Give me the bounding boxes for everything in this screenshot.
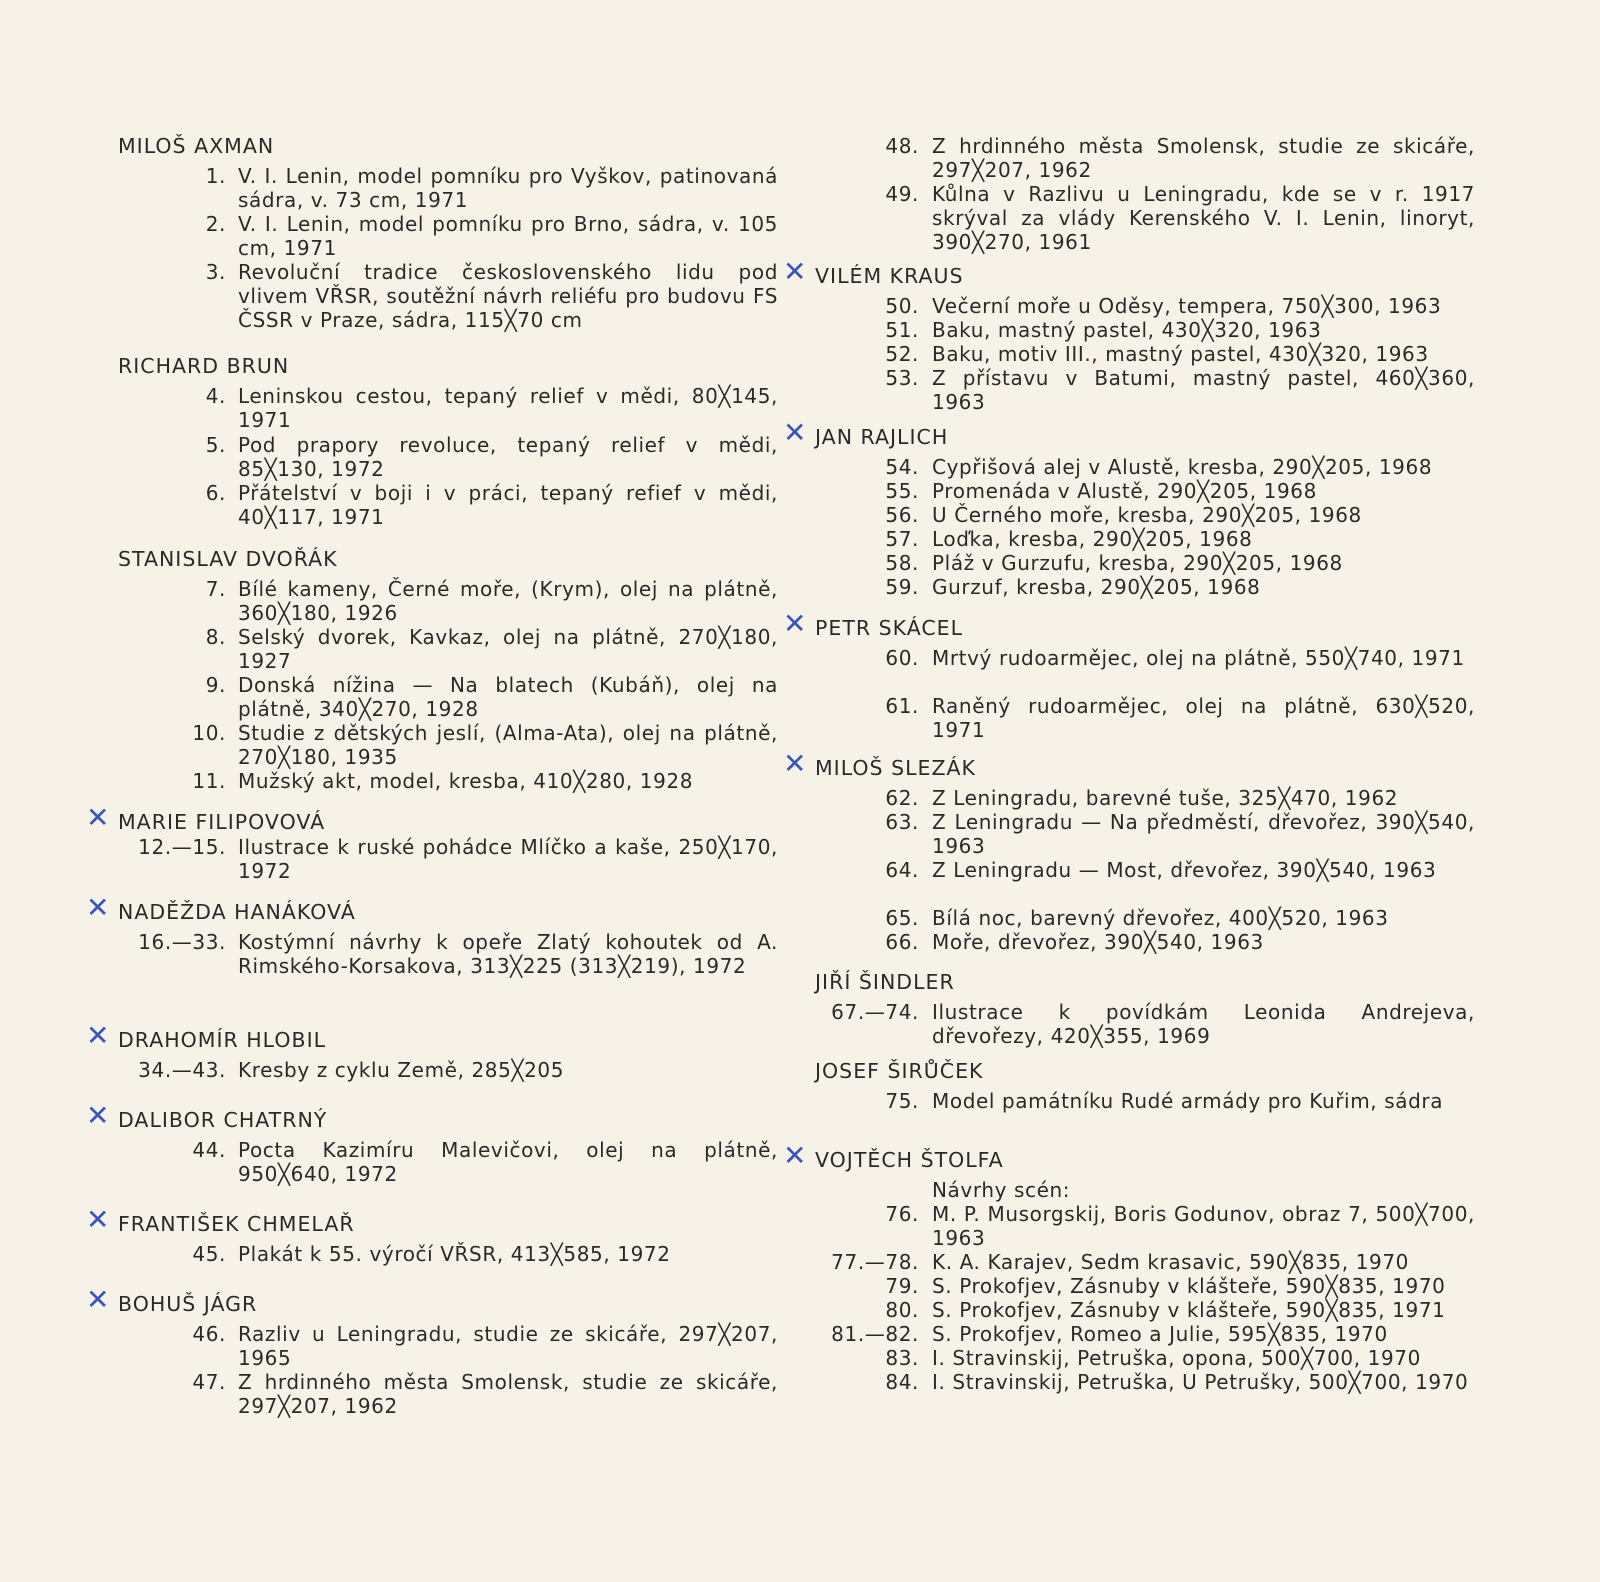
entry-number: 9.: [205, 673, 226, 697]
catalogue-entry: [118, 930, 778, 978]
pencil-x-mark-icon: ✕: [783, 607, 808, 640]
catalogue-entry: [815, 575, 1475, 599]
catalogue-entry: [118, 1322, 778, 1370]
catalogue-entry: [815, 906, 1475, 930]
entry-number: 76.: [885, 1202, 919, 1226]
entry-number: 5.: [205, 433, 226, 457]
entry-text: I. Stravinskij, Petruška, U Petrušky, 500╳700, 1970: [932, 1370, 1469, 1394]
pencil-x-mark-icon: ✕: [783, 416, 808, 449]
catalogue-entry: [118, 1058, 778, 1082]
entry-text: Z přístavu v Batumi, mastný pastel, 460╳360, 1963: [932, 366, 1475, 415]
entry-number: 67.—74.: [831, 1000, 919, 1024]
entry-number: 7.: [205, 577, 226, 601]
entry-text: Z Leningradu — Na předměstí, dřevořez, 390╳540, 1963: [932, 810, 1475, 859]
entry-text: Raněný rudoarmějec, olej na plátně, 630╳520, 1971: [932, 694, 1475, 743]
entry-text: Pod prapory revoluce, tepaný relief v mědi, 85╳130, 1972: [238, 433, 778, 482]
artist-heading: RICHARD BRUN: [118, 354, 290, 378]
catalogue-entry: [815, 1298, 1475, 1322]
entry-text: S. Prokofjev, Romeo a Julie, 595╳835, 1970: [932, 1322, 1388, 1346]
catalogue-entry: [815, 1089, 1475, 1113]
artist-heading: ✕ PETR SKÁCEL: [783, 607, 964, 640]
entry-text: V. I. Lenin, model pomníku pro Vyškov, patinovaná sádra, v. 73 cm, 1971: [238, 164, 778, 213]
entry-number: 54.: [885, 455, 919, 479]
entry-text: Bílá noc, barevný dřevořez, 400╳520, 1963: [932, 906, 1389, 930]
entry-number: 48.: [885, 134, 919, 158]
entry-text: Razliv u Leningradu, studie ze skicáře, 297╳207, 1965: [238, 1322, 778, 1371]
catalogue-entry: [118, 433, 778, 481]
catalogue-entry: [118, 835, 778, 883]
entry-text: Moře, dřevořez, 390╳540, 1963: [932, 930, 1264, 954]
entry-text: Kostýmní návrhy k opeře Zlatý kohoutek od A. Rimského-Korsakova, 313╳225 (313╳219), 1972: [238, 930, 778, 979]
catalogue-entry: [118, 384, 778, 432]
entry-number: 58.: [885, 551, 919, 575]
pencil-x-mark-icon: ✕: [783, 255, 808, 288]
catalogue-entry: [815, 1346, 1475, 1370]
entry-number: 52.: [885, 342, 919, 366]
entry-number: 2.: [205, 212, 226, 236]
entry-number: 61.: [885, 694, 919, 718]
artist-heading: ✕ VOJTĚCH ŠTOLFA: [783, 1139, 1004, 1172]
entry-number: 80.: [885, 1298, 919, 1322]
entry-text: Večerní moře u Oděsy, tempera, 750╳300, 1963: [932, 294, 1442, 318]
catalogue-entry: [118, 1138, 778, 1186]
entry-text: M. P. Musorgskij, Boris Godunov, obraz 7, 500╳700, 1963: [932, 1202, 1475, 1251]
entry-number: 63.: [885, 810, 919, 834]
catalogue-entry: [118, 673, 778, 721]
entry-number: 60.: [885, 646, 919, 670]
catalogue-entry: [815, 503, 1475, 527]
entry-text: S. Prokofjev, Zásnuby v klášteře, 590╳835, 1971: [932, 1298, 1446, 1322]
entry-text: Selský dvorek, Kavkaz, olej na plátně, 270╳180, 1927: [238, 625, 778, 674]
catalogue-entry: [815, 134, 1475, 182]
entry-number: 47.: [192, 1370, 226, 1394]
artist-heading: ✕ DRAHOMÍR HLOBIL: [86, 1019, 327, 1052]
catalogue-entry: [815, 1274, 1475, 1298]
entry-text: Ilustrace k ruské pohádce Mlíčko a kaše, 250╳170, 1972: [238, 835, 778, 884]
entry-number: 11.: [192, 769, 226, 793]
entry-text: Gurzuf, kresba, 290╳205, 1968: [932, 575, 1261, 599]
artist-heading: ✕ DALIBOR CHATRNÝ: [86, 1099, 328, 1132]
entry-text: V. I. Lenin, model pomníku pro Brno, sádra, v. 105 cm, 1971: [238, 212, 778, 261]
pencil-x-mark-icon: ✕: [86, 1283, 111, 1316]
entry-text: Studie z dětských jeslí, (Alma-Ata), olej na plátně, 270╳180, 1935: [238, 721, 778, 770]
catalogue-entry: [815, 527, 1475, 551]
entry-number: 45.: [192, 1242, 226, 1266]
catalogue-entry: [118, 1370, 778, 1418]
entry-text: Přátelství v boji i v práci, tepaný refief v mědi, 40╳117, 1971: [238, 481, 778, 530]
entry-text: S. Prokofjev, Zásnuby v klášteře, 590╳835, 1970: [932, 1274, 1446, 1298]
entry-number: 3.: [205, 260, 226, 284]
entry-text: Baku, mastný pastel, 430╳320, 1963: [932, 318, 1322, 342]
entry-text: Donská nížina — Na blatech (Kubáň), olej na plátně, 340╳270, 1928: [238, 673, 778, 722]
catalogue-entry: [118, 625, 778, 673]
artist-heading: ✕ NADĚŽDA HANÁKOVÁ: [86, 891, 356, 924]
entry-number: 77.—78.: [831, 1250, 919, 1274]
artist-heading: ✕ MILOŠ SLEZÁK: [783, 747, 976, 780]
artist-heading: ✕ BOHUŠ JÁGR: [86, 1283, 258, 1316]
entry-text: I. Stravinskij, Petruška, opona, 500╳700, 1970: [932, 1346, 1421, 1370]
entry-number: 75.: [885, 1089, 919, 1113]
entry-number: 57.: [885, 527, 919, 551]
catalogue-entry: [815, 930, 1475, 954]
catalogue-entry: [118, 721, 778, 769]
catalogue-entry: [118, 577, 778, 625]
entry-number: 55.: [885, 479, 919, 503]
entry-number: 49.: [885, 182, 919, 206]
entry-text: Kresby z cyklu Země, 285╳205: [238, 1058, 565, 1082]
catalogue-entry: [815, 455, 1475, 479]
entry-number: 44.: [192, 1138, 226, 1162]
entry-number: 16.—33.: [138, 930, 226, 954]
entry-text: Loďka, kresba, 290╳205, 1968: [932, 527, 1253, 551]
entry-text: Z Leningradu — Most, dřevořez, 390╳540, 1963: [932, 858, 1437, 882]
catalogue-entry: [815, 182, 1475, 255]
entry-text: Cypřišová alej v Alustě, kresba, 290╳205, 1968: [932, 455, 1433, 479]
entry-number: 59.: [885, 575, 919, 599]
catalogue-entry: [815, 1322, 1475, 1346]
entry-number: 8.: [205, 625, 226, 649]
entry-number: 66.: [885, 930, 919, 954]
pencil-x-mark-icon: ✕: [86, 891, 111, 924]
entry-text: Baku, motiv III., mastný pastel, 430╳320, 1963: [932, 342, 1429, 366]
artist-heading: JOSEF ŠIRŮČEK: [815, 1059, 984, 1083]
artist-heading: JIŘÍ ŠINDLER: [815, 970, 955, 994]
catalogue-entry: [815, 1370, 1475, 1394]
entry-number: 84.: [885, 1370, 919, 1394]
entry-number: 12.—15.: [138, 835, 226, 859]
artist-heading: ✕ JAN RAJLICH: [783, 416, 949, 449]
entry-text: Mrtvý rudoarmějec, olej na plátně, 550╳740, 1971: [932, 646, 1465, 670]
catalogue-entry: [815, 1000, 1475, 1048]
catalogue-entry: [118, 212, 778, 260]
catalogue-entry: [815, 1250, 1475, 1274]
entry-number: 10.: [192, 721, 226, 745]
entry-number: 51.: [885, 318, 919, 342]
pencil-x-mark-icon: ✕: [86, 1099, 111, 1132]
entry-text: Z hrdinného města Smolensk, studie ze skicáře, 297╳207, 1962: [932, 134, 1475, 183]
entry-number: 4.: [205, 384, 226, 408]
entry-number: 50.: [885, 294, 919, 318]
entry-number: 46.: [192, 1322, 226, 1346]
entry-number: 81.—82.: [831, 1322, 919, 1346]
catalogue-entry: [118, 260, 778, 333]
entry-text: Leninskou cestou, tepaný relief v mědi, 80╳145, 1971: [238, 384, 778, 433]
entry-text: U Černého moře, kresba, 290╳205, 1968: [932, 503, 1362, 527]
artist-heading: ✕ FRANTIŠEK CHMELAŘ: [86, 1203, 355, 1236]
catalogue-entry: [815, 646, 1475, 670]
entry-text: Mužský akt, model, kresba, 410╳280, 1928: [238, 769, 694, 793]
artist-heading: ✕ MARIE FILIPOVOVÁ: [86, 801, 326, 834]
catalogue-entry: [815, 479, 1475, 503]
entry-text: Kůlna v Razlivu u Leningradu, kde se v r. 1917 skrýval za vlády Kerenského V. I. Lenin, linoryt, 390╳270, 1961: [932, 182, 1475, 255]
entry-number: 34.—43.: [138, 1058, 226, 1082]
catalogue-entry: [815, 318, 1475, 342]
pencil-x-mark-icon: ✕: [783, 1139, 808, 1172]
catalogue-entry: [815, 810, 1475, 858]
pencil-x-mark-icon: ✕: [783, 747, 808, 780]
pencil-x-mark-icon: ✕: [86, 1203, 111, 1236]
entry-text: Ilustrace k povídkám Leonida Andrejeva, dřevořezy, 420╳355, 1969: [932, 1000, 1475, 1049]
catalogue-entry: [118, 164, 778, 212]
pencil-x-mark-icon: ✕: [86, 801, 111, 834]
entry-number: 83.: [885, 1346, 919, 1370]
catalogue-entry: [815, 342, 1475, 366]
entry-text: Promenáda v Alustě, 290╳205, 1968: [932, 479, 1317, 503]
entry-text: Z hrdinného města Smolensk, studie ze skicáře, 297╳207, 1962: [238, 1370, 778, 1419]
entry-number: 62.: [885, 786, 919, 810]
entry-text: Model památníku Rudé armády pro Kuřim, sádra: [932, 1089, 1444, 1113]
catalogue-entry: [815, 294, 1475, 318]
entry-number: 56.: [885, 503, 919, 527]
entry-number: 79.: [885, 1274, 919, 1298]
catalogue-entry: [815, 1202, 1475, 1250]
entry-text: Pocta Kazimíru Malevičovi, olej na plátně, 950╳640, 1972: [238, 1138, 778, 1187]
entry-number: 53.: [885, 366, 919, 390]
entry-number: 64.: [885, 858, 919, 882]
entry-number: 6.: [205, 481, 226, 505]
catalogue-entry: [815, 694, 1475, 742]
entry-number: 65.: [885, 906, 919, 930]
artist-heading: ✕ VILÉM KRAUS: [783, 255, 964, 288]
catalogue-entry: [815, 551, 1475, 575]
artist-heading: MILOŠ AXMAN: [118, 134, 275, 158]
entry-text: Plakát k 55. výročí VŘSR, 413╳585, 1972: [238, 1242, 671, 1266]
pencil-x-mark-icon: ✕: [86, 1019, 111, 1052]
catalogue-entry: [815, 786, 1475, 810]
catalogue-entry: [118, 769, 778, 793]
entry-number: 1.: [205, 164, 226, 188]
section-subheading: Návrhy scén:: [932, 1178, 1071, 1202]
catalogue-entry: [815, 366, 1475, 414]
catalogue-entry: [118, 1242, 778, 1266]
entry-text: Z Leningradu, barevné tuše, 325╳470, 1962: [932, 786, 1399, 810]
entry-text: Revoluční tradice československého lidu pod vlivem VŘSR, soutěžní návrh reliéfu pro budovu FS ČSSR v Praze, sádra, 115╳70 cm: [238, 260, 778, 333]
catalogue-entry: [118, 481, 778, 529]
artist-heading: STANISLAV DVOŘÁK: [118, 547, 338, 571]
entry-text: Bílé kameny, Černé moře, (Krym), olej na plátně, 360╳180, 1926: [238, 577, 778, 626]
entry-text: Pláž v Gurzufu, kresba, 290╳205, 1968: [932, 551, 1343, 575]
catalogue-entry: [815, 858, 1475, 882]
entry-text: K. A. Karajev, Sedm krasavic, 590╳835, 1970: [932, 1250, 1409, 1274]
